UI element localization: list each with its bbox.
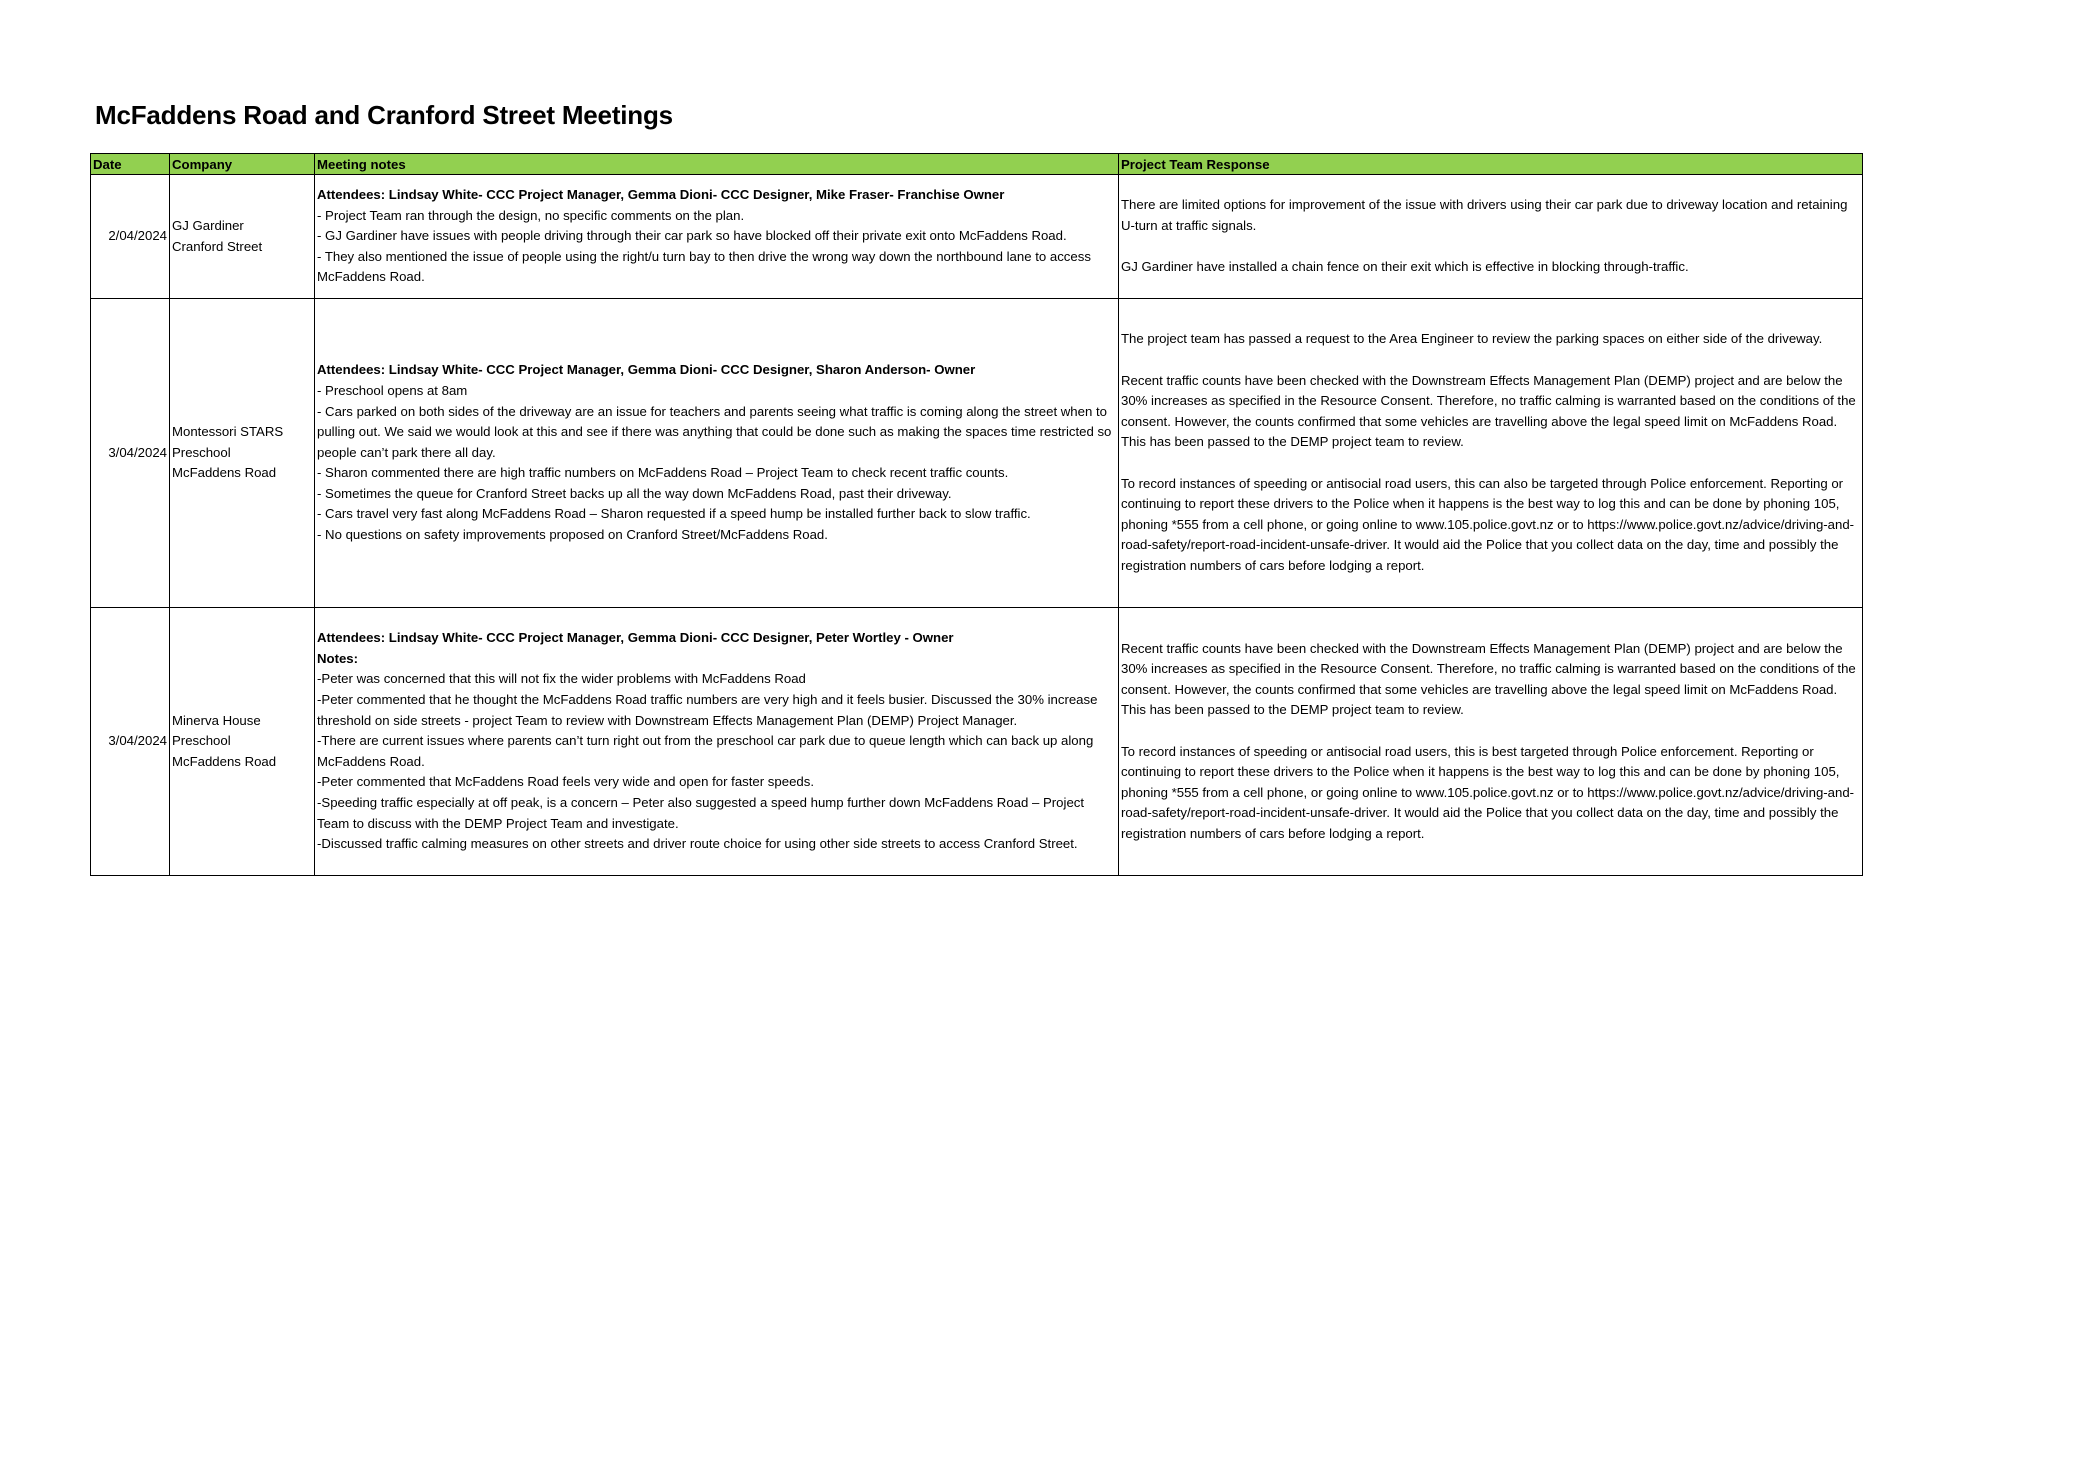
note-line: -There are current issues where parents can’t turn right out from the preschool car park due to queue length which can back up along McFaddens Road. xyxy=(317,733,1094,769)
notes-heading: Notes: xyxy=(317,650,359,666)
company-cell xyxy=(170,608,315,876)
note-line: - Sometimes the queue for Cranford Street backs up all the way down McFaddens Road, past their driveway. xyxy=(317,485,952,501)
company-line: Preschool xyxy=(172,733,231,749)
attendees-line: Attendees: Lindsay White- CCC Project Manager, Gemma Dioni- CCC Designer, Peter Wortley - Owner xyxy=(317,630,954,646)
note-line: - Sharon commented there are high traffic numbers on McFaddens Road – Project Team to check recent traffic counts. xyxy=(317,465,1009,481)
note-line: -Peter commented that he thought the McFaddens Road traffic numbers are very high and it feels busier. Discussed the 30% increase threshold on side streets - project Team to review with Downstream Effects Management Plan (DEMP) Project Manager. xyxy=(317,692,1098,728)
table-row xyxy=(91,175,1863,299)
note-line: - GJ Gardiner have issues with people driving through their car park so have blocked off their private exit onto McFaddens Road. xyxy=(317,228,1067,244)
header-row xyxy=(91,154,1863,175)
meeting-notes-cell xyxy=(315,175,1119,299)
header-date: Date xyxy=(91,154,170,175)
company-line: McFaddens Road xyxy=(172,465,277,481)
note-line: - Cars parked on both sides of the driveway are an issue for teachers and parents seeing what traffic is coming along the street when to pulling out. We said we would look at this and see if there was anything that could be done such as making the spaces time restricted so people can’t park there all day. xyxy=(317,403,1112,460)
company-line: McFaddens Road xyxy=(172,753,277,769)
response-paragraph: GJ Gardiner have installed a chain fence on their exit which is effective in blocking through-traffic. xyxy=(1121,259,1689,275)
note-line: -Discussed traffic calming measures on other streets and driver route choice for using other side streets to access Cranford Street. xyxy=(317,836,1078,852)
company-cell xyxy=(170,175,315,299)
company-line: Montessori STARS xyxy=(172,424,284,440)
note-line: -Peter was concerned that this will not fix the wider problems with McFaddens Road xyxy=(317,671,806,687)
note-line: - Project Team ran through the design, no specific comments on the plan. xyxy=(317,207,745,223)
attendees-line: Attendees: Lindsay White- CCC Project Manager, Gemma Dioni- CCC Designer, Mike Fraser- Franchise Owner xyxy=(317,187,1005,203)
note-line: - No questions on safety improvements proposed on Cranford Street/McFaddens Road. xyxy=(317,527,828,543)
response-paragraph: Recent traffic counts have been checked with the Downstream Effects Management Plan (DEMP) project and are below the 30% increases as specified in the Resource Consent. Therefore, no traffic calming is warranted based on the conditions of the consent. However, the counts confirmed that some vehicles are travelling above the legal speed limit on McFaddens Road. This has been passed to the DEMP project team to review. xyxy=(1121,372,1856,450)
note-line: - They also mentioned the issue of people using the right/u turn bay to then drive the wrong way down the northbound lane to access McFaddens Road. xyxy=(317,248,1091,285)
company-cell xyxy=(170,299,315,608)
header-project-team-response: Project Team Response xyxy=(1119,154,1863,175)
table-row xyxy=(91,608,1863,876)
header-meeting-notes: Meeting notes xyxy=(315,154,1119,175)
date-cell: 3/04/2024 xyxy=(91,608,170,876)
note-line: - Preschool opens at 8am xyxy=(317,382,468,398)
response-paragraph: Recent traffic counts have been checked with the Downstream Effects Management Plan (DEMP) project and are below the 30% increases as specified in the Resource Consent. Therefore, no traffic calming is warranted based on the conditions of the consent. However, the counts confirmed that some vehicles are travelling above the legal speed limit on McFaddens Road. This has been passed to the DEMP project team to review. xyxy=(1121,640,1856,718)
page-title: McFaddens Road and Cranford Street Meetings xyxy=(95,100,673,130)
header-company: Company xyxy=(170,154,315,175)
note-line: -Peter commented that McFaddens Road feels very wide and open for faster speeds. xyxy=(317,774,814,790)
attendees-line: Attendees: Lindsay White- CCC Project Manager, Gemma Dioni- CCC Designer, Sharon Anderson- Owner xyxy=(317,362,976,378)
meeting-notes-cell xyxy=(315,608,1119,876)
note-line: -Speeding traffic especially at off peak, is a concern – Peter also suggested a speed hump further down McFaddens Road – Project Team to discuss with the DEMP Project Team and investigate. xyxy=(317,794,1085,831)
response-cell xyxy=(1119,175,1863,299)
response-paragraph: To record instances of speeding or antisocial road users, this can also be targeted through Police enforcement. Reporting or continuing to report these drivers to the Police when it happens is the best way to log this and can be done by phoning 105, phoning *555 from a cell phone, or going online to www.105.police.govt.nz or to https://www.police.govt.nz/advice/driving-and-road-safety/report-road-incident-unsafe-driver. It would aid the Police that you collect data on the day, time and possibly the registration numbers of cars before lodging a report. xyxy=(1121,475,1855,573)
response-paragraph: The project team has passed a request to the Area Engineer to review the parking spaces on either side of the driveway. xyxy=(1121,331,1823,347)
company-line: Preschool xyxy=(172,444,231,460)
table-row xyxy=(91,299,1863,608)
response-cell xyxy=(1119,608,1863,876)
company-line: GJ Gardiner xyxy=(172,217,244,233)
company-line: Cranford Street xyxy=(172,238,263,254)
date-cell: 2/04/2024 xyxy=(91,175,170,299)
company-line: Minerva House xyxy=(172,712,261,728)
response-cell xyxy=(1119,299,1863,608)
meeting-notes-cell xyxy=(315,299,1119,608)
note-line: - Cars travel very fast along McFaddens Road – Sharon requested if a speed hump be installed further back to slow traffic. xyxy=(317,506,1031,522)
response-paragraph: To record instances of speeding or antisocial road users, this is best targeted through Police enforcement. Reporting or continuing to report these drivers to the Police when it happens is the best way to log this and can be done by phoning 105, phoning *555 from a cell phone, or going online to www.105.police.govt.nz or to https://www.police.govt.nz/advice/driving-and-road-safety/report-road-incident-unsafe-driver. It would aid the Police that you collect data on the day, time and possibly the registration numbers of cars before lodging a report. xyxy=(1121,743,1855,841)
response-paragraph: There are limited options for improvement of the issue with drivers using their car park due to driveway location and retaining U-turn at traffic signals. xyxy=(1121,197,1848,233)
meetings-table xyxy=(90,153,1863,876)
date-cell: 3/04/2024 xyxy=(91,299,170,608)
